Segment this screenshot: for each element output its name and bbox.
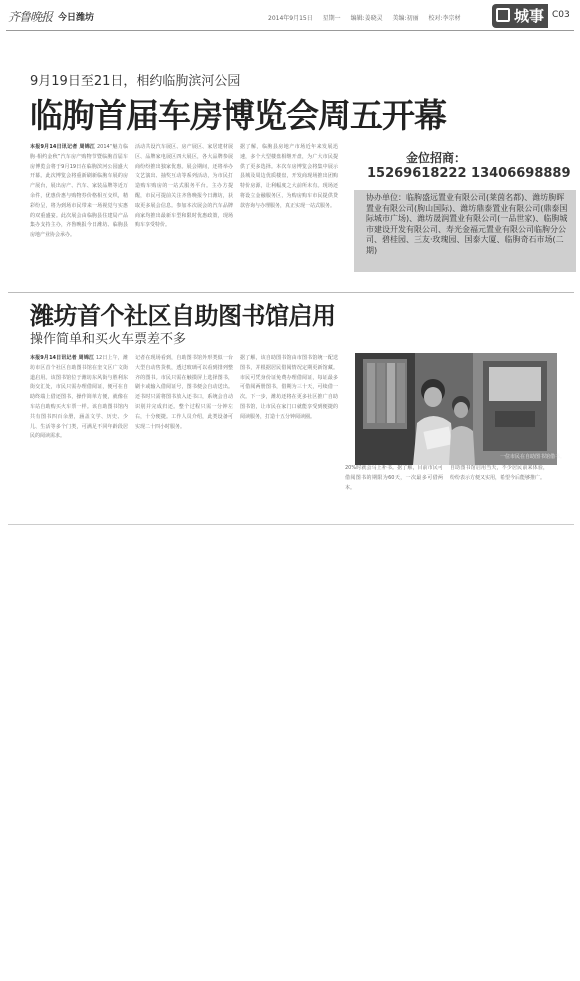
edition-designer: 美编:初丽: [392, 15, 419, 22]
edition-weekday: 星期一: [322, 15, 341, 22]
ad-title: 金位招商：: [406, 151, 467, 165]
photo-caption: 一位市民在自助图书馆借书。: [500, 454, 566, 460]
ad-phone-numbers: 15269618222 13406698889: [367, 166, 571, 181]
article2-text-5: 自助图书馆启用当天，不少居民前来体验，纷纷表示方便又实用，希望今后能够推广。: [450, 465, 548, 481]
article2-text-4: 20%时就会马上补书。据了解，目前市民可借阅图书的期限为60天，一次最多可借两本。: [345, 465, 443, 491]
article1-kicker: 9月19日至21日，相约临朐滨河公园: [30, 74, 241, 89]
photo-illustration: [355, 353, 557, 465]
edition-proofreader: 校对:李宗材: [428, 15, 461, 22]
article-separator: [8, 292, 574, 293]
section-mark-icon: [496, 8, 510, 22]
page-number: C03: [552, 10, 570, 20]
newspaper-logo: 齐鲁晚报: [8, 10, 53, 24]
article1-text-1: 2014“魅力临朐·相约金秋”汽车房产购物节暨临朐首届车房博览会将于9月19日在临朐滨河公园盛大开幕。此次博览会将重新刷新临朐车展的房产展台，展出房产、汽车、家装品牌等近万余件，优惠价惠与购物券价格相互交织，精彩纷呈，将为到场市民带来一场视觉与实惠的双重盛宴。此次展会由临朐县住建局产品集办支持主办，齐鲁晚报今日潍坊、临朐县房地产业协会承办。: [30, 144, 128, 239]
article2-text-3: 据了解，该自助图书馆由市图书馆统一配送图书，并根据居民借阅情况定期更新馆藏。市民可凭身份证免费办理借阅证，每证最多可借阅两册图书，借期为三十天，可续借一次。下一步，潍坊还将在更多社区推广自助图书馆，让市民在家门口就能享受到便捷的阅读服务，打造十五分钟阅读圈。: [240, 355, 338, 420]
section-tag: [492, 4, 548, 28]
article2-subhead: 操作简单和买火车票差不多: [30, 332, 187, 347]
edition-meta: [268, 13, 469, 22]
edition-editor: 编辑:姜晓灵: [350, 15, 383, 22]
section-name: 今日潍坊: [58, 13, 95, 23]
article2-column-3: [240, 354, 338, 522]
article1-headline: 临朐首届车房博览会周五开幕: [30, 96, 446, 135]
article2-text-1: 12日上午，潍坊市区首个社区自助图书馆在奎文区广文街道启用。该图书馆位于潍坊东风街与胜利东街交汇处，市民只需办理借阅证，便可在自助终端上借还图书，操作简单方便，就像在车站自助购买火车票一样。该自助图书馆内共有图书四百余册，涵盖文学、历史、少儿、生活等多个门类，可满足不同年龄段居民的阅读需求。: [30, 355, 128, 440]
library-kiosk-photo: [355, 353, 566, 465]
page-header: [6, 4, 574, 30]
article1-column-3: [240, 143, 338, 283]
article1-column-1: [30, 143, 128, 283]
header-rule: [6, 30, 574, 31]
article1-text-3: 据了解，临朐县房地产市场近年来发展迅速，多个大型楼盘相继开盘，为广大市民提供了更多选择。本次车房博览会将集中展示县城及周边优质楼盘，开发商现场推出团购特价房源，让利幅度之大前所未有。现场还将设立金融服务区，为购房购车市民提供贷款咨询与办理服务，真正实现一站式服务。: [240, 144, 338, 209]
article1-text-2: 活动共设汽车展区、房产展区、家居建材展区、品牌家电展区四大展区，各大品牌参展商纷纷推出独家优惠。展会期间，还将举办文艺演出、抽奖互动等系列活动，为市民打造购车购房的一站式服务平台。主办方提醒，市民可提前关注齐鲁晚报今日潍坊，获取更多展会信息。参加本次展会的汽车品牌商家均推出最新车型和限时优惠政策，现场购车享受特价。: [135, 144, 233, 229]
article2-byline: 本报9月14日讯记者 周锦江: [30, 355, 95, 361]
article2-headline: 潍坊首个社区自助图书馆启用: [30, 302, 336, 330]
ad-sponsors-box: [354, 190, 576, 272]
article1-byline: 本报9月14日讯记者 周锦江: [30, 144, 96, 150]
article1-column-2: [135, 143, 233, 283]
article2-column-5: [450, 464, 548, 522]
article-bottom-rule: [8, 524, 574, 525]
article2-column-1: [30, 354, 128, 522]
section-tag-label: 城事: [513, 7, 544, 25]
article2-text-2: 记者在现场看到，自助图书馆外形类似一台大型自动售货机，透过玻璃可以看到排列整齐的图书。市民只需在触摸屏上选择图书，刷卡或输入借阅证号，图书便会自动送出。还书时只需将图书放入还书口，系统会自动识别并完成归还。整个过程只需一分钟左右，十分便捷。工作人员介绍，此类设备可实现二十四小时服务。: [135, 355, 233, 430]
ad-sponsors-text: 协办单位：临朐盛远置业有限公司(莱茵名都)、潍坊朐晖置业有限公司(朐山国际)、潍坊鼎泰置业有限公司(鼎泰国际城市广场)、潍坊晟润置业有限公司(一品世家)、临朐城市建设开发有限公司、寿光金福元置业有限公司临朐分公司、碧桂园、三友·玫瑰园、国泰大厦、临朐奇石市场(二期): [366, 193, 568, 255]
article2-column-4: [345, 464, 443, 522]
article2-column-2: [135, 354, 233, 522]
edition-date: 2014年9月15日: [268, 15, 313, 22]
